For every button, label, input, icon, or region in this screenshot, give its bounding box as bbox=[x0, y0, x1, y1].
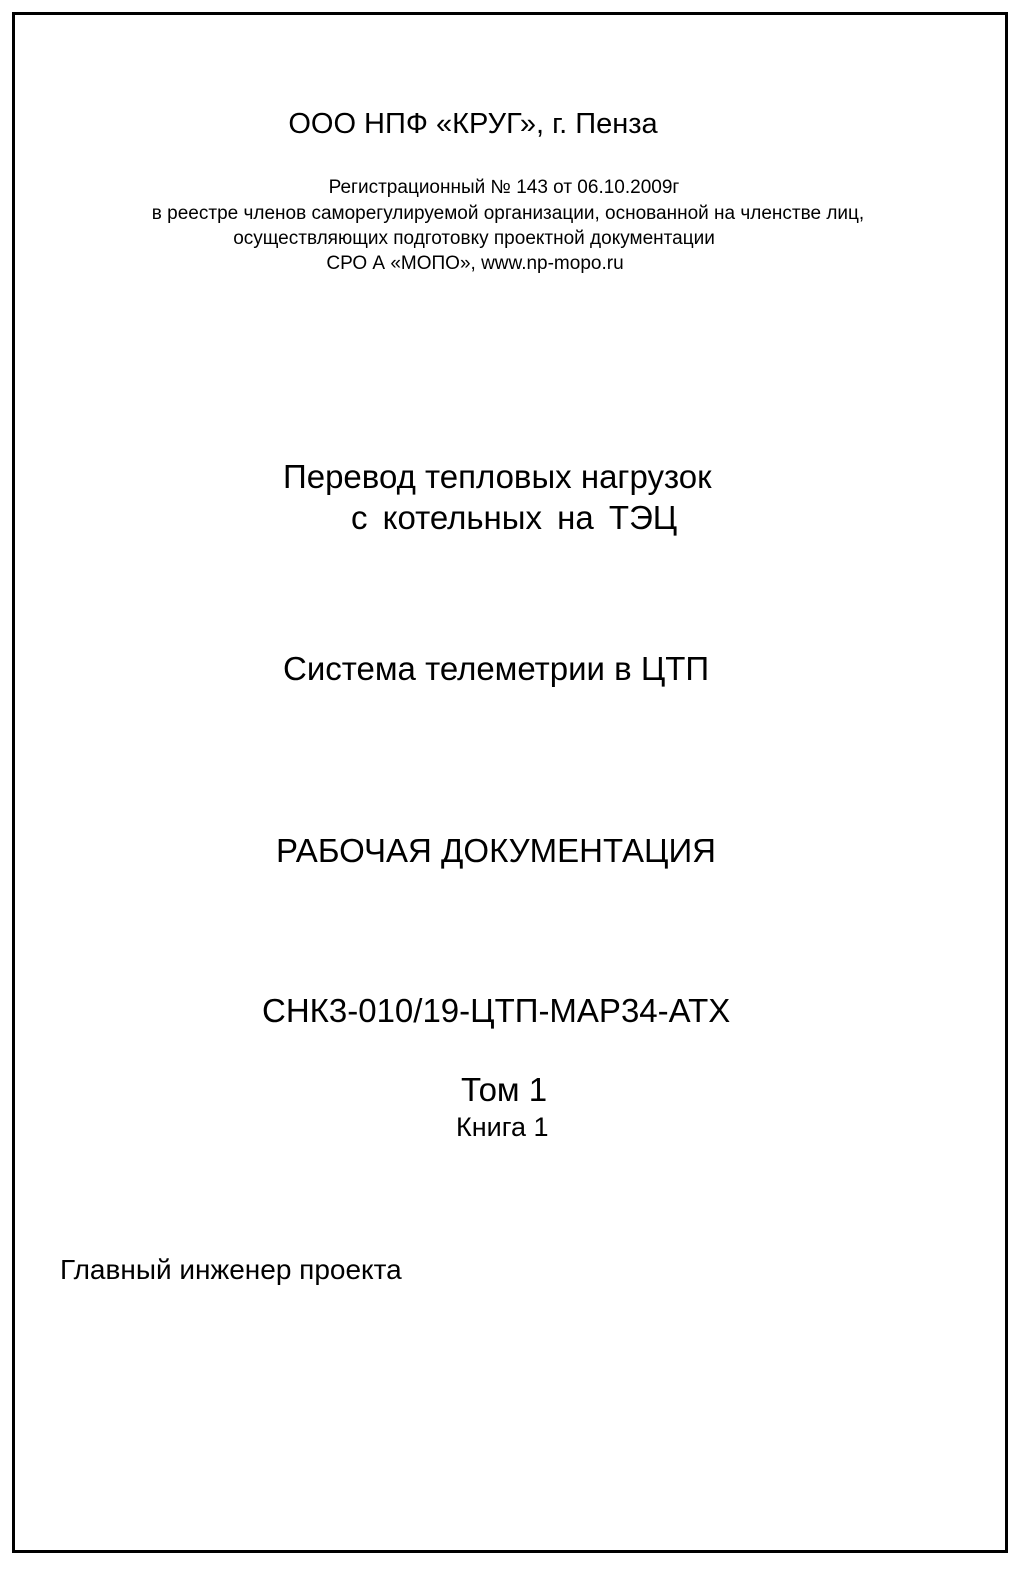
volume-number: Том 1 bbox=[461, 1071, 548, 1108]
document-type: РАБОЧАЯ ДОКУМЕНТАЦИЯ bbox=[276, 832, 716, 869]
document-code: СНК3-010/19-ЦТП-МАР34-АТХ bbox=[262, 992, 731, 1029]
system-title: Система телеметрии в ЦТП bbox=[283, 650, 710, 687]
chief-engineer-label: Главный инженер проекта bbox=[60, 1254, 402, 1285]
project-title-line-2: с котельных на ТЭЦ bbox=[351, 499, 678, 536]
sro-name: СРО А «МОПО», www.np-mopo.ru bbox=[326, 253, 624, 274]
registration-number: Регистрационный № 143 от 06.10.2009г bbox=[328, 177, 680, 198]
organization-name: ООО НПФ «КРУГ», г. Пенза bbox=[288, 108, 658, 140]
book-number: Книга 1 bbox=[456, 1112, 549, 1142]
project-title-line-1: Перевод тепловых нагрузок bbox=[283, 458, 712, 495]
registration-scope-line: осуществляющих подготовку проектной документации bbox=[233, 228, 715, 249]
registration-registry-line: в реестре членов саморегулируемой организации, основанной на членстве лиц, bbox=[151, 203, 865, 224]
